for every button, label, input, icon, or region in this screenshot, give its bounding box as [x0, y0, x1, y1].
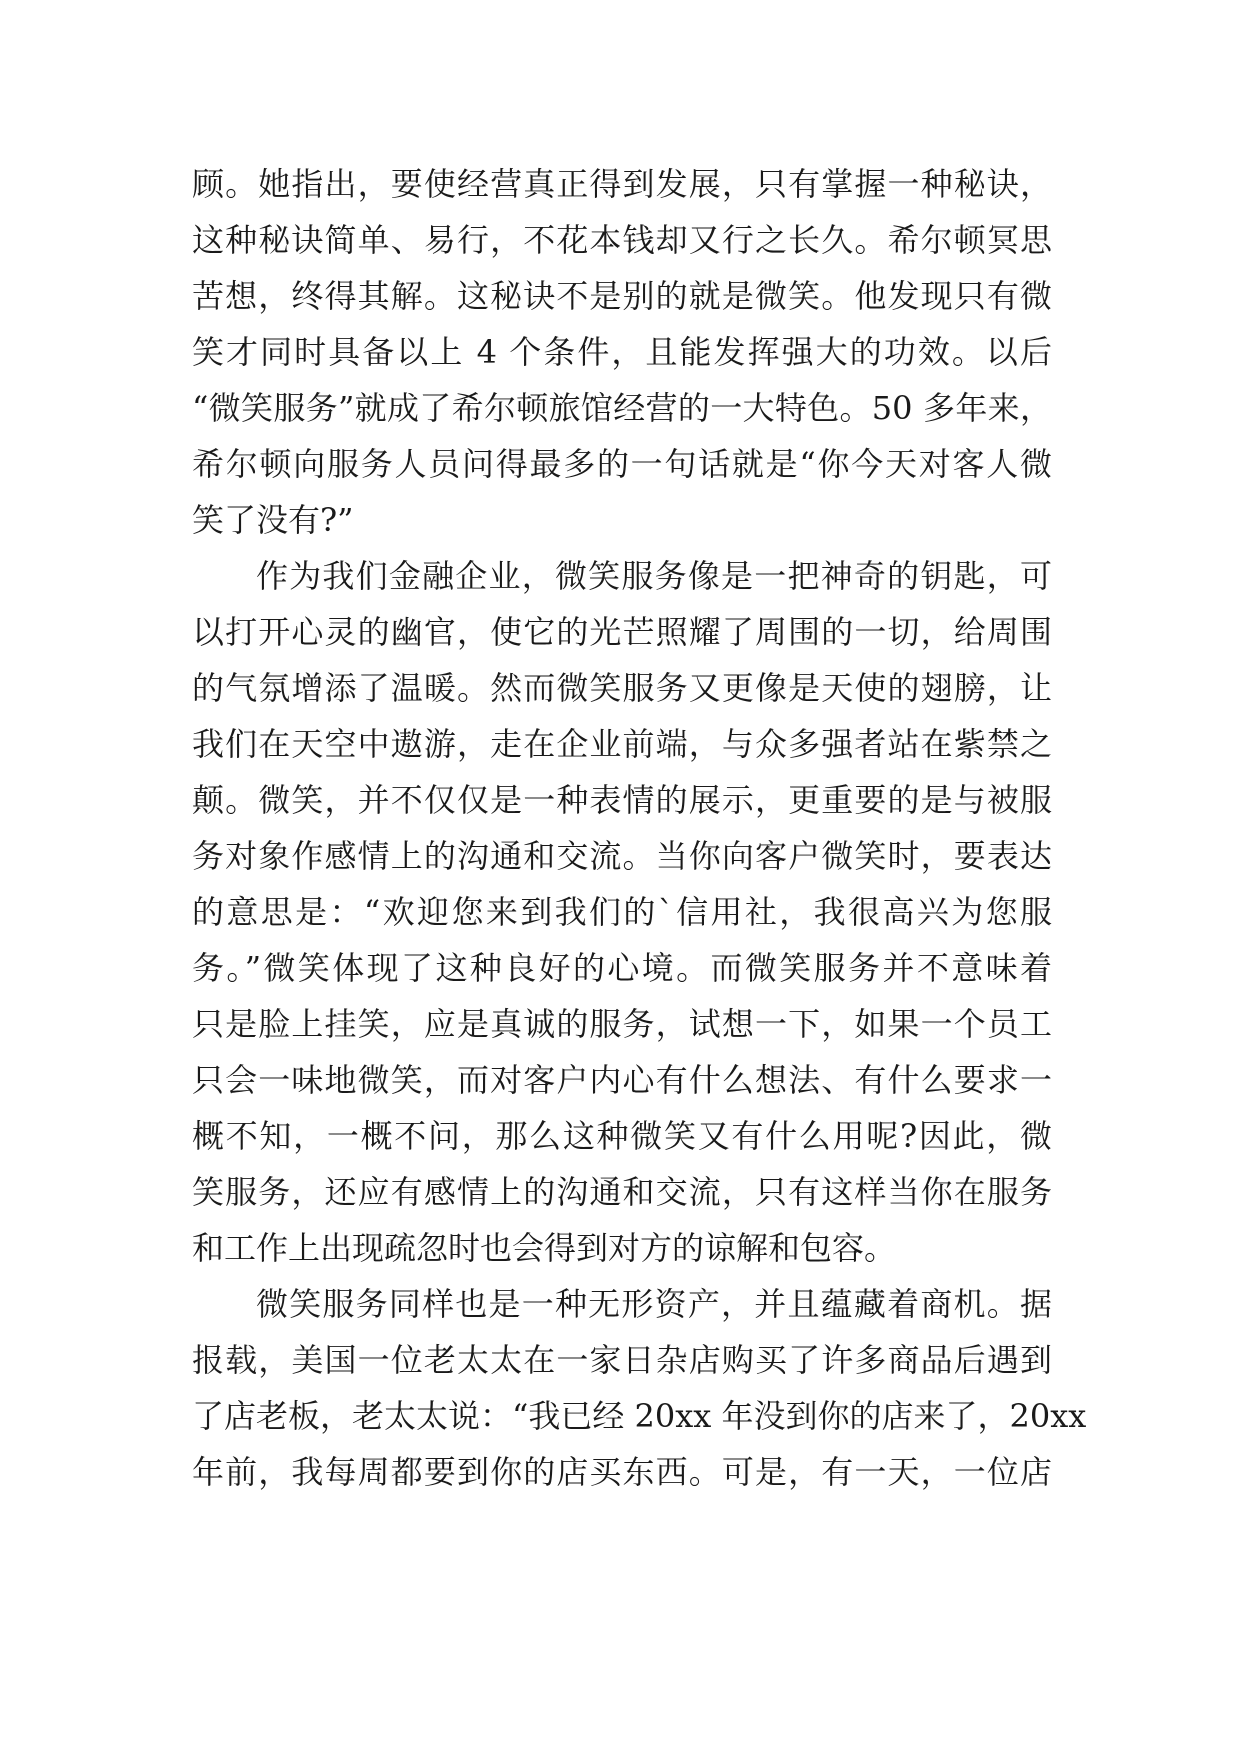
text-line: 以打开心灵的幽官，使它的光芒照耀了周围的一切，给周围 [192, 613, 1052, 651]
text-line: 的意思是：“欢迎您来到我们的`信用社，我很高兴为您服 [192, 893, 1052, 931]
text-line: 只是脸上挂笑，应是真诚的服务，试想一下，如果一个员工 [192, 1005, 1052, 1043]
text-line: 了店老板，老太太说：“我已经 20xx 年没到你的店来了，20xx [192, 1397, 1087, 1435]
text-line: 笑才同时具备以上 4 个条件，且能发挥强大的功效。以后 [192, 333, 1052, 371]
paragraph [192, 1276, 1087, 1500]
text-line: 顾。她指出，要使经营真正得到发展，只有掌握一种秘诀， [192, 165, 1052, 203]
text-line: 和工作上出现疏忽时也会得到对方的谅解和包容。 [192, 1229, 897, 1267]
text-line: 苦想，终得其解。这秘诀不是别的就是微笑。他发现只有微 [192, 277, 1052, 315]
text-line: 务对象作感情上的沟通和交流。当你向客户微笑时，要表达 [192, 837, 1052, 875]
text-line: 报载，美国一位老太太在一家日杂店购买了许多商品后遇到 [192, 1341, 1052, 1379]
text-line: 概不知，一概不问，那么这种微笑又有什么用呢?因此，微 [192, 1117, 1052, 1155]
text-line: 这种秘诀简单、易行，不花本钱却又行之长久。希尔顿冥思 [192, 221, 1052, 259]
text-line: 笑服务，还应有感情上的沟通和交流，只有这样当你在服务 [192, 1173, 1052, 1211]
paragraph [192, 156, 1052, 548]
document-body [192, 156, 1087, 1500]
text-line: 年前，我每周都要到你的店买东西。可是，有一天，一位店 [192, 1453, 1052, 1491]
text-line: 的气氛增添了温暖。然而微笑服务又更像是天使的翅膀，让 [192, 669, 1052, 707]
text-line: 希尔顿向服务人员问得最多的一句话就是“你今天对客人微 [192, 445, 1052, 483]
paragraph [192, 548, 1052, 1276]
text-line: 笑了没有?” [192, 501, 354, 539]
text-line: 作为我们金融企业，微笑服务像是一把神奇的钥匙，可 [256, 557, 1052, 595]
text-line: 微笑服务同样也是一种无形资产，并且蕴藏着商机。据 [256, 1285, 1052, 1323]
text-line: 只会一味地微笑，而对客户内心有什么想法、有什么要求一 [192, 1061, 1052, 1099]
text-line: 颠。微笑，并不仅仅是一种表情的展示，更重要的是与被服 [192, 781, 1052, 819]
text-line: 务。”微笑体现了这种良好的心境。而微笑服务并不意味着 [192, 949, 1052, 987]
text-line: 我们在天空中遨游，走在企业前端，与众多强者站在紫禁之 [192, 725, 1052, 763]
text-line: “微笑服务”就成了希尔顿旅馆经营的一大特色。50 多年来， [192, 389, 1052, 427]
